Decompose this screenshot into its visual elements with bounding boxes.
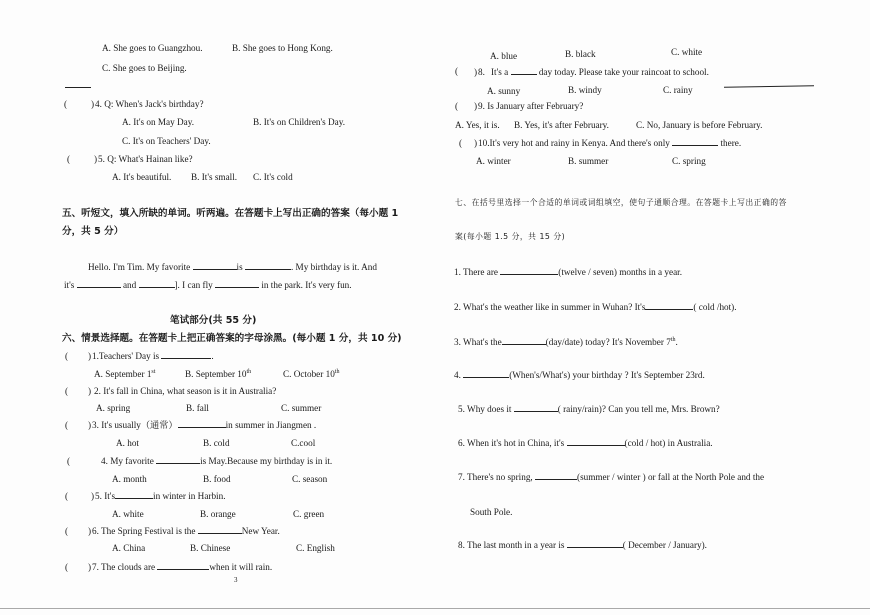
fill-blank[interactable] — [535, 478, 577, 480]
q7-8: 8. The last month in a year is ( December / January). — [458, 540, 707, 550]
q8-option-a: A. sunny — [487, 86, 521, 96]
q6-2-option-a: A. spring — [96, 403, 131, 413]
fill-blank[interactable] — [514, 410, 558, 412]
passage-text: Hello. I'm Tim. My favorite — [88, 262, 191, 272]
fill-blank[interactable] — [672, 144, 718, 146]
section7-title-cont: 案(每小题 1.5 分，共 15 分) — [455, 232, 566, 241]
q6-1-question: 1.Teachers' Day is . — [92, 351, 214, 361]
q6-3-paren-close: ) — [88, 420, 92, 430]
answer-line — [65, 87, 91, 88]
fill-blank[interactable] — [178, 426, 226, 428]
section6-title: 六、情景选择题。在答题卡上把正确答案的字母涂黑。(每小题 1 分，共 10 分) — [62, 333, 402, 344]
page-number: 3 — [234, 576, 238, 584]
q9-option-b: B. Yes, it's after February. — [514, 120, 609, 130]
fill-blank[interactable] — [77, 286, 121, 288]
q8-question: It's a day today. Please take your raincoat to school. — [491, 67, 709, 77]
q4-option-b: B. It's on Children's Day. — [253, 117, 346, 127]
q5-paren-close: ) — [94, 154, 98, 164]
q10-question: 10.It's very hot and rainy in Kenya. And there's only there. — [478, 138, 742, 148]
q4-option-a: A. It's on May Day. — [122, 117, 194, 127]
section5-title: 五、听短文，填入所缺的单词。听两遍。在答题卡上写出正确的答案（每小题 1 — [62, 208, 399, 219]
q9-paren: ( — [455, 101, 459, 111]
fill-blank[interactable] — [463, 376, 509, 378]
q9-paren-close: ) — [474, 101, 478, 111]
fill-blank[interactable] — [193, 268, 237, 270]
fill-blank[interactable] — [645, 308, 693, 310]
q5-question: 5. Q: What's Hainan like? — [98, 154, 193, 164]
section5-title-cont: 分，共 5 分） — [62, 226, 124, 237]
q4-question: 4. Q: When's Jack's birthday? — [95, 99, 204, 109]
q6-5-paren: ( — [65, 491, 69, 501]
q7-option-c: C. white — [671, 47, 703, 57]
q6-1-paren-close: ) — [88, 351, 92, 361]
q3-option-c: C. She goes to Beijing. — [102, 63, 187, 73]
q8-option-b: B. windy — [568, 85, 602, 95]
q6-3-question: 3. It's usually（通常） in summer in Jiangmen . — [92, 420, 317, 430]
q6-1-option-c: C. October 10th — [283, 369, 340, 380]
q3-option-a: A. She goes to Guangzhou. — [102, 43, 203, 53]
fill-blank[interactable] — [215, 286, 259, 288]
fill-blank[interactable] — [567, 444, 625, 446]
q5-option-b: B. It's small. — [191, 172, 238, 182]
q7-3: 3. What's the (day/date) today? It's November 7th. — [454, 337, 678, 348]
q6-5-paren-close: ) — [91, 491, 95, 501]
fill-blank[interactable] — [502, 343, 546, 345]
fill-blank[interactable] — [157, 568, 209, 570]
q9-option-a: A. Yes, it is. — [455, 120, 500, 130]
q8-paren-close: ) — [474, 67, 478, 77]
q6-2-question: 2. It's fall in China, what season is it in Australia? — [94, 386, 277, 396]
fill-blank[interactable] — [161, 357, 211, 359]
q6-2-paren-close: ) — [88, 386, 92, 396]
passage-text: ]. I can fly — [174, 280, 213, 290]
q7-option-b: B. black — [565, 49, 596, 59]
passage-text: in the park. It's very fun. — [261, 280, 352, 290]
passage-text: it's — [64, 280, 75, 290]
q6-6-paren: ( — [65, 526, 69, 536]
q6-6-option-b: B. Chinese — [190, 543, 231, 553]
section7-title: 七、在括号里选择一个合适的单词或词组填空，使句子通顺合理。在答题卡上写出正确的答 — [455, 198, 787, 207]
q6-7-paren-close: ) — [88, 562, 92, 572]
q6-2-paren: ( — [65, 386, 69, 396]
q6-2-option-c: C. summer — [281, 403, 322, 413]
q5-option-a: A. It's beautiful. — [112, 172, 172, 182]
q6-7-paren: ( — [65, 562, 69, 572]
passage-text: . My birthday is it. And — [290, 262, 377, 272]
fill-blank[interactable] — [198, 532, 242, 534]
passage-line1 — [88, 263, 377, 272]
q6-3-paren: ( — [65, 420, 69, 430]
q6-4-paren: ( — [67, 456, 71, 466]
q6-6-question: 6. The Spring Festival is the New Year. — [92, 526, 280, 536]
q5-paren: ( — [67, 154, 71, 164]
q7-1: 1. There are (twelve / seven) months in a year. — [454, 267, 683, 277]
fill-blank[interactable] — [511, 73, 537, 75]
fill-blank[interactable] — [156, 462, 200, 464]
q10-option-b: B. summer — [568, 156, 609, 166]
q6-6-option-a: A. China — [112, 543, 146, 553]
fill-blank[interactable] — [567, 546, 623, 548]
q6-7-question: 7. The clouds are when it will rain. — [92, 562, 273, 572]
q6-5-option-b: B. orange — [200, 509, 236, 519]
q10-paren-close: ) — [474, 138, 478, 148]
q6-5-option-c: C. green — [293, 509, 325, 519]
q4-option-c: C. It's on Teachers' Day. — [122, 136, 211, 146]
q6-1-option-a: A. September 1st — [94, 369, 156, 380]
q7-7-cont: South Pole. — [470, 507, 513, 517]
q6-5-question: 5. It's in winter in Harbin. — [95, 491, 226, 501]
q7-2: 2. What's the weather like in summer in Wuhan? It's ( cold /hot). — [454, 302, 737, 312]
q4-paren-close: ) — [91, 99, 95, 109]
stray-line — [724, 85, 814, 88]
fill-blank[interactable] — [500, 273, 558, 275]
q10-option-c: C. spring — [672, 156, 706, 166]
q6-3-option-c: C.cool — [291, 438, 316, 448]
q7-7: 7. There's no spring, (summer / winter ) or fall at the North Pole and the — [458, 472, 765, 482]
q9-question: 9. Is January after February? — [478, 101, 584, 111]
passage-text: is — [236, 262, 243, 272]
q6-6-paren-close: ) — [88, 526, 92, 536]
q10-option-a: A. winter — [476, 156, 511, 166]
q6-4-option-b: B. food — [203, 474, 231, 484]
fill-blank[interactable] — [245, 268, 291, 270]
q8-option-c: C. rainy — [663, 85, 693, 95]
q6-4-option-c: C. season — [292, 474, 328, 484]
passage-text: and — [122, 280, 137, 290]
bottom-edge-line — [0, 608, 870, 609]
q6-4-option-a: A. month — [112, 474, 147, 484]
q6-3-option-a: A. hot — [116, 438, 139, 448]
q6-3-option-b: B. cold — [203, 438, 230, 448]
q5-option-c: C. It's cold — [253, 172, 293, 182]
passage-line2 — [64, 281, 352, 290]
q8-number: 8. — [478, 67, 485, 77]
q6-2-option-b: B. fall — [186, 403, 209, 413]
written-part-title: 笔试部分(共 55 分) — [170, 315, 257, 326]
q6-5-option-a: A. white — [112, 509, 144, 519]
q9-option-c: C. No, January is before February. — [636, 120, 763, 130]
q4-paren: ( — [64, 99, 68, 109]
q7-option-a: A. blue — [490, 51, 518, 61]
fill-blank[interactable] — [115, 497, 153, 499]
q6-4-question: 4. My favorite is May.Because my birthday is in it. — [101, 456, 333, 466]
q6-1-option-b: B. September 10th — [185, 369, 252, 380]
q7-4: 4. (When's/What's) your birthday ? It's September 23rd. — [454, 370, 705, 380]
q6-6-option-c: C. English — [296, 543, 335, 553]
q7-5: 5. Why does it ( rainy/rain)? Can you tell me, Mrs. Brown? — [458, 404, 720, 414]
q10-paren: ( — [459, 138, 463, 148]
q8-paren: ( — [455, 66, 459, 76]
fill-blank[interactable] — [139, 286, 175, 288]
q7-6: 6. When it's hot in China, it's (cold / hot) in Australia. — [458, 438, 713, 448]
q6-1-paren: ( — [65, 351, 69, 361]
q3-option-b: B. She goes to Hong Kong. — [232, 43, 333, 53]
